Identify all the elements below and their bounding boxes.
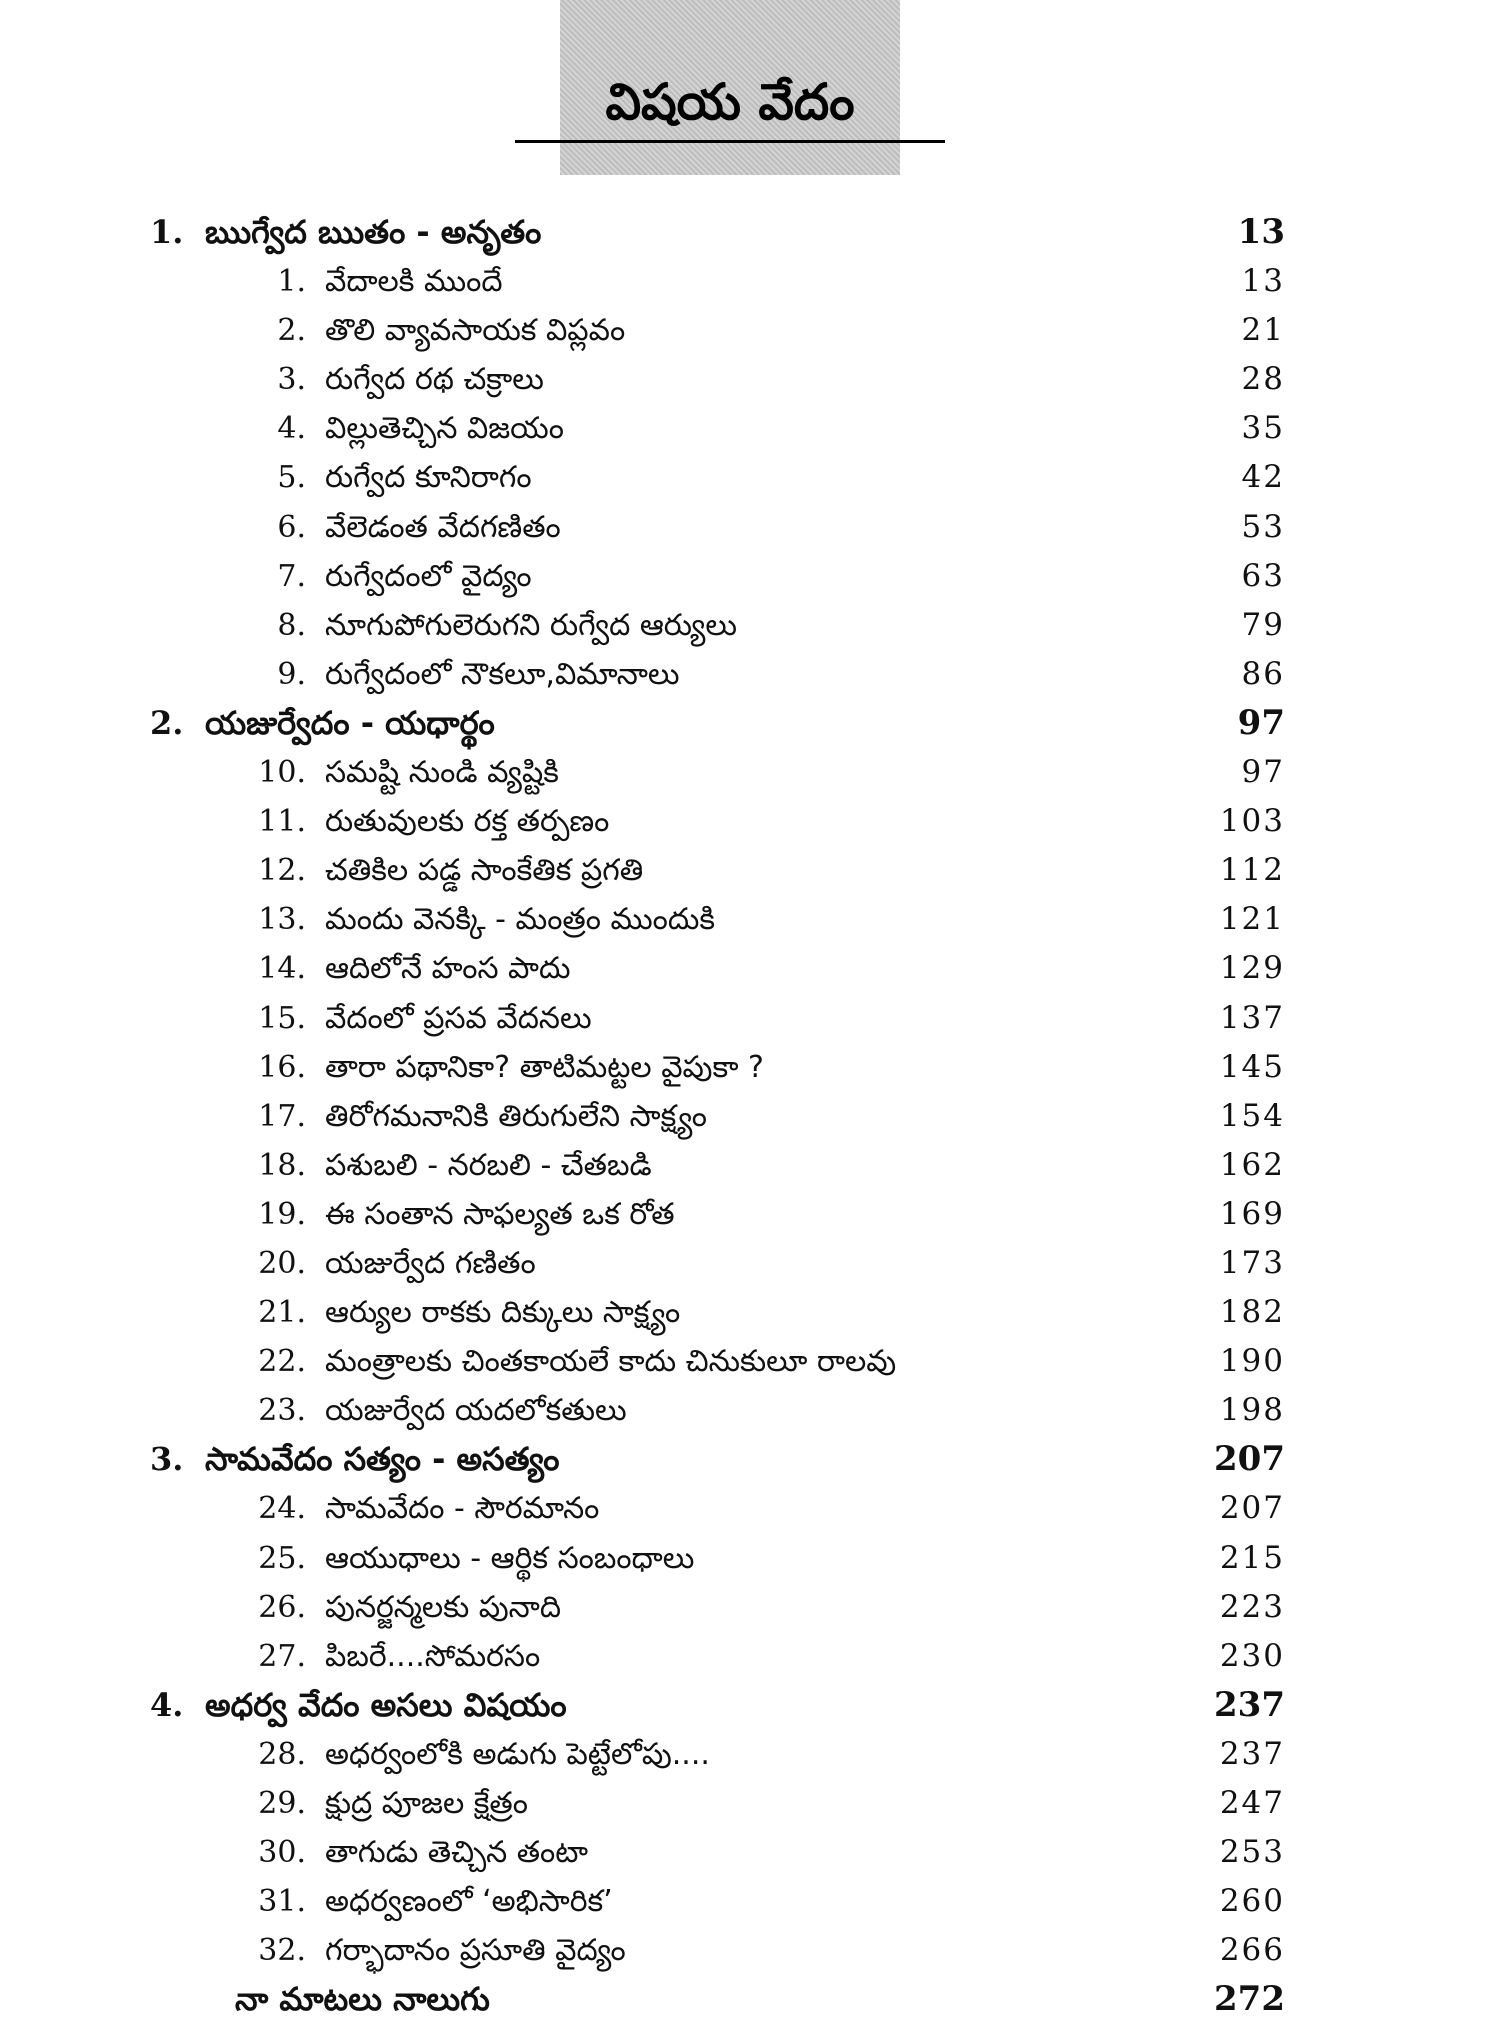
part-heading-number: 2. [150, 703, 184, 742]
chapter-entry-title: పునర్జన్మలకు పునాది [325, 1589, 562, 1625]
chapter-entry [0, 355, 1500, 404]
chapter-entry-page-number: 42 [1241, 459, 1285, 496]
chapter-entry-title: క్షుద్ర పూజల క్షేత్రం [325, 1786, 528, 1821]
chapter-entry-page-number: 154 [1219, 1097, 1285, 1134]
chapter-entry-title: అధర్వణంలో ‘అభిసారిక’ [325, 1884, 613, 1920]
chapter-entry-page-number: 86 [1241, 655, 1285, 692]
chapter-entry [0, 1779, 1500, 1828]
chapter-entry [0, 404, 1500, 453]
chapter-entry-page-number: 21 [1241, 312, 1285, 349]
chapter-entry-number: 3. [277, 362, 306, 398]
chapter-entry [0, 846, 1500, 895]
chapter-entry [0, 944, 1500, 993]
part-heading-number: 1. [150, 213, 184, 251]
chapter-entry-number: 15. [258, 1000, 306, 1036]
chapter-entry-title: రుగ్వేద రథ చక్రాలు [325, 362, 544, 398]
chapter-entry-page-number: 237 [1219, 1735, 1285, 1772]
chapter-entry [0, 1877, 1500, 1926]
chapter-entry-title: తొలి వ్యావసాయక విప్లవం [325, 313, 626, 349]
part-heading [0, 208, 1500, 257]
chapter-entry-page-number: 215 [1219, 1539, 1285, 1576]
chapter-entry [0, 748, 1500, 797]
chapter-entry [0, 1484, 1500, 1533]
chapter-entry [0, 994, 1500, 1043]
chapter-entry-number: 19. [258, 1196, 306, 1232]
chapter-entry [0, 1632, 1500, 1681]
chapter-entry-title: యజుర్వేద యదలోకతులు [325, 1393, 627, 1429]
chapter-entry-page-number: 137 [1219, 999, 1285, 1036]
chapter-entry-title: ఆయుధాలు - ఆర్థిక సంబంధాలు [325, 1540, 695, 1576]
chapter-entry-title: వేలెడంత వేదగణితం [325, 509, 561, 545]
chapter-entry-page-number: 145 [1219, 1048, 1285, 1085]
chapter-entry-title: వేదాలకి ముందే [325, 264, 503, 300]
chapter-entry-number: 23. [258, 1393, 306, 1429]
chapter-entry-number: 9. [277, 656, 306, 692]
chapter-entry-number: 12. [258, 853, 306, 889]
chapter-entry-number: 4. [277, 411, 306, 447]
chapter-entry-number: 5. [277, 460, 306, 496]
chapter-entry-page-number: 266 [1219, 1932, 1285, 1969]
chapter-entry-page-number: 230 [1219, 1637, 1285, 1674]
chapter-entry [0, 1534, 1500, 1583]
chapter-entry-title: ఈ సంతాన సాఫల్యత ఒక రోత [325, 1196, 675, 1232]
chapter-entry-title: తిరోగమనానికి తిరుగులేని సాక్ష్యం [325, 1098, 707, 1134]
chapter-entry [0, 453, 1500, 502]
chapter-entry-title: సమష్టి నుండి వ్యష్టికి [325, 755, 559, 791]
chapter-entry-title: గర్భాదానం ప్రసూతి వైద్యం [325, 1933, 626, 1969]
part-heading [0, 699, 1500, 748]
chapter-entry [0, 1828, 1500, 1877]
chapter-entry-title: అధర్వంలోకి అడుగు పెట్టేలోపు.... [325, 1736, 710, 1772]
chapter-entry-page-number: 253 [1219, 1834, 1285, 1871]
chapter-entry-page-number: 260 [1219, 1883, 1285, 1920]
chapter-entry-number: 17. [258, 1098, 306, 1134]
chapter-entry-number: 16. [258, 1049, 306, 1085]
chapter-entry-number: 7. [277, 558, 306, 594]
chapter-entry-title: తారా పథానికా? తాటిమట్టల వైపుకా ? [325, 1049, 764, 1085]
chapter-entry [0, 601, 1500, 650]
chapter-entry [0, 503, 1500, 552]
chapter-entry-number: 32. [258, 1933, 306, 1969]
chapter-entry-page-number: 79 [1241, 606, 1285, 643]
table-of-contents [0, 208, 1500, 2024]
chapter-entry-title: యజుర్వేద గణితం [325, 1245, 536, 1281]
part-heading-page-number: 207 [1214, 1439, 1285, 1480]
chapter-entry-page-number: 129 [1219, 950, 1285, 987]
chapter-entry-title: విల్లుతెచ్చిన విజయం [325, 411, 564, 447]
chapter-entry-number: 27. [258, 1638, 306, 1674]
chapter-entry-number: 31. [258, 1884, 306, 1920]
chapter-entry-number: 14. [258, 951, 306, 987]
chapter-entry [0, 306, 1500, 355]
chapter-entry-number: 28. [258, 1736, 306, 1772]
chapter-entry-number: 21. [258, 1295, 306, 1331]
chapter-entry-number: 8. [277, 607, 306, 643]
chapter-entry-title: రుగ్వేద కూనిరాగం [325, 460, 532, 496]
chapter-entry-number: 18. [258, 1147, 306, 1183]
chapter-entry-number: 11. [258, 804, 306, 840]
chapter-entry [0, 1926, 1500, 1975]
chapter-entry [0, 1190, 1500, 1239]
chapter-entry-page-number: 28 [1241, 361, 1285, 398]
chapter-entry [0, 1337, 1500, 1386]
chapter-entry-page-number: 190 [1219, 1343, 1285, 1380]
chapter-entry [0, 1288, 1500, 1337]
chapter-entry-number: 13. [258, 902, 306, 938]
chapter-entry [0, 1386, 1500, 1435]
chapter-entry-title: నూగుపోగులెరుగని రుగ్వేద ఆర్యులు [325, 607, 738, 643]
part-heading [0, 1681, 1500, 1730]
title-underline [515, 140, 945, 143]
chapter-entry [0, 1043, 1500, 1092]
chapter-entry-page-number: 35 [1241, 410, 1285, 447]
chapter-entry-page-number: 103 [1219, 803, 1285, 840]
chapter-entry-number: 22. [258, 1344, 306, 1380]
chapter-entry-page-number: 247 [1219, 1785, 1285, 1821]
chapter-entry-number: 26. [258, 1589, 306, 1625]
chapter-entry-title: తాగుడు తెచ్చిన తంటా [325, 1835, 589, 1871]
chapter-entry [0, 1583, 1500, 1632]
chapter-entry [0, 1239, 1500, 1288]
part-heading-number: 4. [150, 1685, 184, 1724]
chapter-entry [0, 797, 1500, 846]
part-heading-title: అధర్వ వేదం అసలు విషయం [205, 1685, 567, 1724]
chapter-entry-page-number: 63 [1241, 557, 1285, 594]
chapter-entry [0, 552, 1500, 601]
chapter-entry-title: రుగ్వేదంలో వైద్యం [325, 558, 532, 594]
chapter-entry-number: 29. [258, 1786, 306, 1821]
chapter-entry-number: 25. [258, 1540, 306, 1576]
chapter-entry-page-number: 162 [1219, 1146, 1285, 1183]
chapter-entry-number: 1. [277, 264, 306, 300]
chapter-entry-title: పశుబలి - నరబలి - చేతబడి [325, 1147, 652, 1183]
chapter-entry-number: 2. [277, 313, 306, 349]
chapter-entry-page-number: 13 [1241, 263, 1285, 300]
chapter-entry-page-number: 112 [1219, 852, 1285, 889]
chapter-entry [0, 1730, 1500, 1779]
chapter-entry-title: వేదంలో ప్రసవ వేదనలు [325, 1000, 592, 1036]
chapter-entry-title: రుతువులకు రక్త తర్పణం [325, 804, 610, 840]
chapter-entry-page-number: 121 [1219, 901, 1285, 938]
closing-entry-page-number: 272 [1214, 1979, 1285, 2020]
part-heading-title: ఋగ్వేద ఋతం - అనృతం [205, 213, 542, 251]
chapter-entry [0, 1141, 1500, 1190]
chapter-entry-number: 30. [258, 1835, 306, 1871]
chapter-entry-page-number: 53 [1241, 508, 1285, 545]
chapter-entry-title: ఆదిలోనే హంస పాదు [325, 951, 571, 987]
chapter-entry-number: 24. [258, 1491, 306, 1527]
part-heading-page-number: 97 [1237, 702, 1285, 743]
chapter-entry-page-number: 97 [1241, 754, 1285, 791]
chapter-entry-page-number: 173 [1219, 1244, 1285, 1281]
chapter-entry-title: ఆర్యుల రాకకు దిక్కులు సాక్ష్యం [325, 1295, 681, 1331]
part-heading-title: సామవేదం సత్యం - అసత్యం [205, 1440, 560, 1479]
part-heading-number: 3. [150, 1440, 184, 1479]
part-heading-title: యజుర్వేదం - యధార్థం [205, 703, 495, 742]
chapter-entry-number: 20. [258, 1245, 306, 1281]
chapter-entry-page-number: 207 [1219, 1490, 1285, 1527]
chapter-entry-number: 10. [258, 755, 306, 791]
chapter-entry-title: చతికిల పడ్డ సాంకేతిక ప్రగతి [325, 853, 644, 889]
chapter-entry-number: 6. [277, 509, 306, 545]
part-heading-page-number: 13 [1237, 212, 1285, 252]
part-heading-page-number: 237 [1214, 1684, 1285, 1725]
part-heading [0, 1435, 1500, 1484]
closing-entry-title: నా మాటలు నాలుగు [235, 1980, 490, 2019]
page-title: విషయ వేదం [605, 73, 855, 131]
chapter-entry-title: మంత్రాలకు చింతకాయలే కాదు చినుకులూ రాలవు [325, 1344, 897, 1380]
chapter-entry-title: మందు వెనక్కి - మంత్రం ముందుకి [325, 902, 716, 938]
chapter-entry-title: పిబరే....సోమరసం [325, 1638, 541, 1674]
chapter-entry [0, 1092, 1500, 1141]
chapter-entry-page-number: 169 [1219, 1195, 1285, 1232]
chapter-entry-title: సామవేదం - సౌరమానం [325, 1491, 600, 1527]
chapter-entry [0, 895, 1500, 944]
chapter-entry [0, 257, 1500, 306]
chapter-entry-page-number: 223 [1219, 1588, 1285, 1625]
chapter-entry-page-number: 198 [1219, 1392, 1285, 1429]
chapter-entry-title: రుగ్వేదంలో నౌకలూ,విమానాలు [325, 656, 680, 692]
chapter-entry-page-number: 182 [1219, 1294, 1285, 1331]
chapter-entry [0, 650, 1500, 699]
